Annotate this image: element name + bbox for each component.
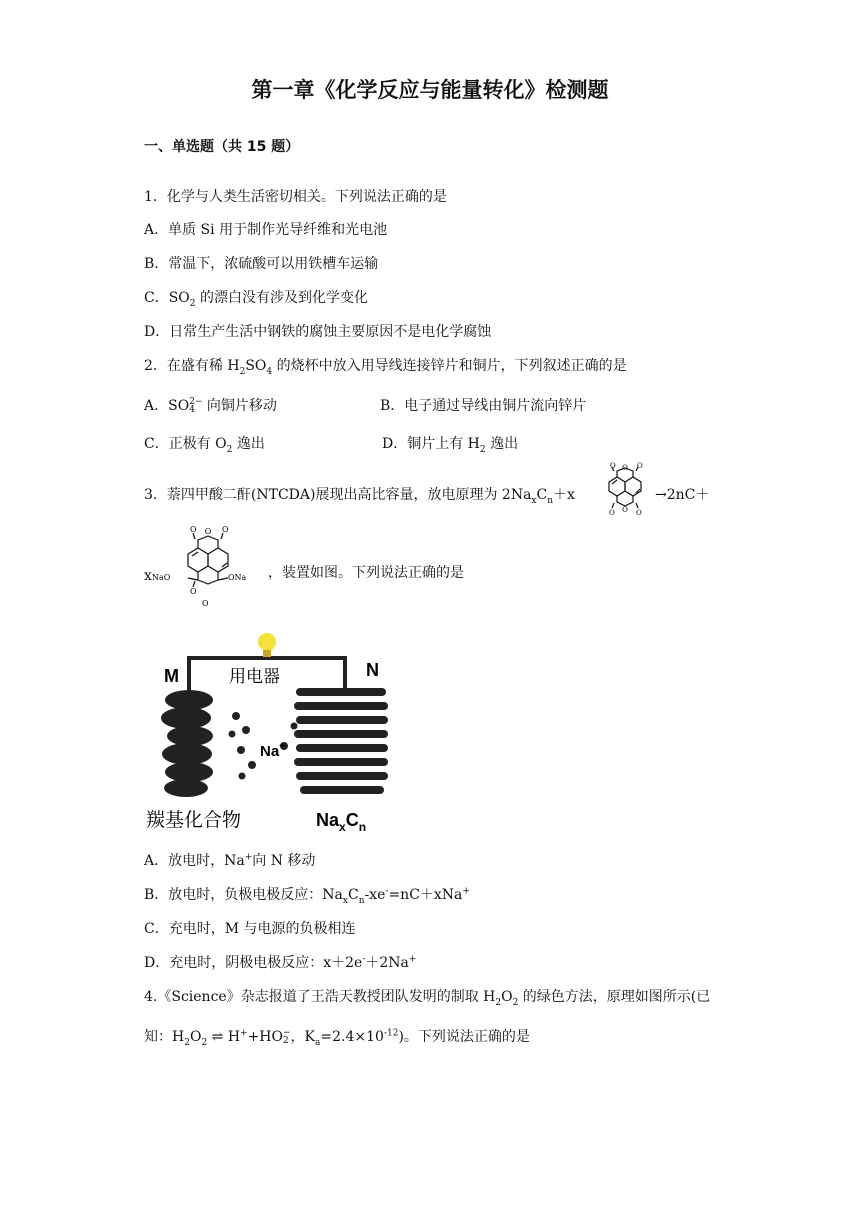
q2-option-b: B．电子通过导线由铜片流向锌片 — [380, 398, 587, 414]
left-caption: 羰基化合物 — [146, 809, 242, 831]
salt-nao: NaO — [152, 573, 171, 582]
q1-option-d: D．日常生产生活中钢铁的腐蚀主要原因不是电化学腐蚀 — [144, 324, 492, 340]
q2-option-c: C．正极有 $O_2$ 逸出 — [144, 436, 265, 455]
q3-option-a: A．放电时，Na+向 N 移动 — [144, 852, 316, 869]
salt-o-bl: O — [190, 587, 197, 596]
right-caption: $Na_xC_n$ — [316, 810, 367, 834]
mol-o-br: O — [636, 509, 642, 517]
mol-o-bl: O — [609, 509, 615, 517]
salt-o-tr: O — [222, 525, 229, 534]
q2-option-a: A．SO 2− 4 向铜片移动 — [144, 397, 277, 415]
q1-option-c: C．$SO_2$ 的漂白没有涉及到化学变化 — [144, 290, 368, 309]
sodium-salt-structure — [150, 522, 268, 610]
q2-option-d: D．铜片上有 $H_2$ 逸出 — [382, 436, 519, 455]
na-ion-label: Na+ — [260, 741, 286, 760]
page-title: 第一章《化学反应与能量转化》检测题 — [251, 78, 609, 102]
q1-stem: 1．化学与人类生活密切相关。下列说法正确的是 — [144, 189, 447, 205]
ntcda-structure — [585, 462, 655, 520]
q3-stem: 3．萘四甲酸二酐(NTCDA)展现出高比容量，放电原理为 $2Na_xC_n+x$ — [144, 487, 575, 506]
salt-o-tl: O — [190, 525, 197, 534]
label-n: N — [366, 660, 379, 680]
q3-option-c: C．充电时，M 与电源的负极相连 — [144, 921, 356, 937]
q1-option-b: B．常温下，浓硫酸可以用铁槽车运输 — [144, 256, 379, 272]
q3-stem-arrow: →2nC＋ — [655, 487, 710, 503]
q3-stem-line2: ，装置如图。下列说法正确的是 — [268, 565, 464, 581]
bulb-icon — [258, 633, 276, 651]
q3-option-b: B．放电时，负极电极反应：$Na_xC_n-xe^-=nC+xNa^+$ — [144, 886, 470, 906]
label-m: M — [164, 666, 179, 686]
mol-o-top: O — [622, 464, 628, 472]
mol-o-bottom: O — [622, 506, 628, 514]
q4-stem-line2: 知：$H_2O_2$ ⇌ H++HO − 2 ，$K_a=2.4\times 10^{-12}$)。下列说法正确的是 — [144, 1028, 530, 1048]
salt-ona: ONa — [228, 573, 247, 582]
salt-o-top: O — [204, 527, 212, 536]
device-label: 用电器 — [229, 667, 280, 687]
mol-o-tl: O — [610, 462, 616, 470]
q4-stem-line1: 4.《Science》杂志报道了王浩天教授团队发明的制取 $H_2O_2$ 的绿色方法，原理如图所示(已 — [144, 989, 711, 1008]
battery-diagram — [144, 630, 394, 835]
mol-o-tr: O — [637, 462, 643, 470]
q3-x-coeff: x — [144, 568, 152, 584]
q1-option-a: A．单质 Si 用于制作光导纤维和光电池 — [144, 222, 388, 238]
section-heading: 一、单选题（共 15 题） — [144, 139, 300, 155]
q2-stem: 2．在盛有稀 $H_2SO_4$ 的烧杯中放入用导线连接锌片和铜片，下列叙述正确的是 — [144, 358, 627, 377]
q3-option-d: D．充电时，阴极电极反应：x＋2e-＋2Na+ — [144, 954, 417, 971]
salt-o-bottom: O — [202, 599, 209, 608]
